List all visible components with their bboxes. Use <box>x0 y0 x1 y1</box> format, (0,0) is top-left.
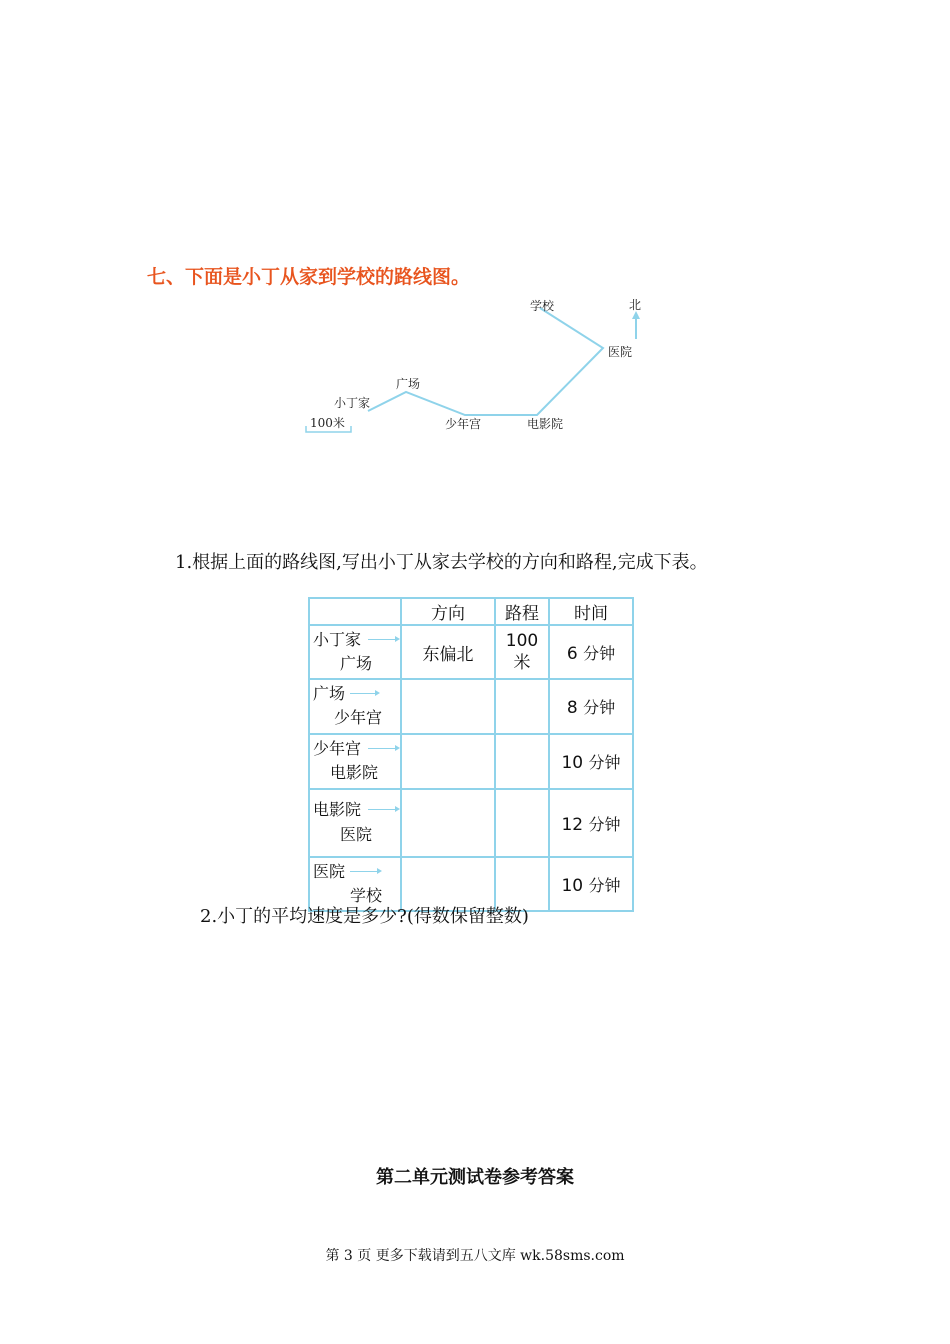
question-2: 2.小丁的平均速度是多少?(得数保留整数) <box>200 906 529 927</box>
time-unit: 分钟 <box>588 814 621 834</box>
header-segment <box>309 598 401 625</box>
map-label-school: 学校 <box>530 299 555 313</box>
direction-cell[interactable] <box>401 734 495 789</box>
time-cell <box>549 625 633 679</box>
map-label-palace: 少年宫 <box>445 417 482 431</box>
map-label-north: 北 <box>629 298 642 312</box>
page-footer: 第 3 页 更多下载请到五八文库 wk.58sms.com <box>325 1248 625 1264</box>
time-number: 10 <box>561 753 584 773</box>
distance-unit: 米 <box>513 653 531 673</box>
map-label-home: 小丁家 <box>334 396 371 410</box>
segment-to: 医院 <box>340 825 373 844</box>
segment-from: 小丁家 <box>313 630 362 649</box>
time-unit: 分钟 <box>588 875 621 895</box>
arrow-icon <box>368 809 398 810</box>
route-table <box>308 597 634 912</box>
direction-cell[interactable] <box>401 679 495 734</box>
segment-to: 电影院 <box>330 763 379 782</box>
arrow-icon <box>368 639 398 640</box>
table-row <box>309 789 633 857</box>
answer-title: 第二单元测试卷参考答案 <box>376 1167 574 1188</box>
time-number: 10 <box>561 875 584 896</box>
table-row <box>309 734 633 789</box>
time-number: 8 <box>566 698 578 718</box>
arrow-icon <box>350 871 380 872</box>
map-scale-label: 100米 <box>310 416 345 430</box>
distance-cell[interactable] <box>495 789 549 857</box>
time-cell <box>549 679 633 734</box>
table-row <box>309 679 633 734</box>
section-title: 七、下面是小丁从家到学校的路线图。 <box>147 266 471 288</box>
distance-cell[interactable] <box>495 625 549 679</box>
route-map <box>300 288 660 443</box>
segment-cell <box>309 734 401 789</box>
time-unit: 分钟 <box>583 643 616 663</box>
direction-cell[interactable] <box>401 789 495 857</box>
time-number: 12 <box>561 814 584 835</box>
table-row <box>309 625 633 679</box>
table-header-row <box>309 598 633 625</box>
segment-cell <box>309 789 401 857</box>
distance-cell[interactable] <box>495 679 549 734</box>
segment-to: 学校 <box>350 886 383 905</box>
segment-to: 少年宫 <box>334 708 383 727</box>
question-1: 1.根据上面的路线图,写出小丁从家去学校的方向和路程,完成下表。 <box>175 552 708 573</box>
time-unit: 分钟 <box>583 698 616 717</box>
map-label-square: 广场 <box>396 377 421 391</box>
map-label-hospital: 医院 <box>608 345 633 359</box>
distance-number: 100 <box>505 631 539 651</box>
arrow-icon <box>368 748 398 749</box>
direction-cell[interactable]: 东偏北 <box>401 625 495 679</box>
time-unit: 分钟 <box>588 753 621 772</box>
time-cell <box>549 734 633 789</box>
time-cell <box>549 857 633 911</box>
header-distance: 路程 <box>495 598 549 625</box>
time-number: 6 <box>566 643 578 664</box>
segment-cell <box>309 625 401 679</box>
segment-from: 少年宫 <box>313 739 362 758</box>
time-cell <box>549 789 633 857</box>
segment-from: 广场 <box>313 684 346 703</box>
segment-cell <box>309 679 401 734</box>
header-time: 时间 <box>549 598 633 625</box>
segment-from: 电影院 <box>313 800 362 819</box>
route-line <box>368 308 603 415</box>
north-arrow-icon <box>632 311 640 319</box>
segment-from-text: 医院 <box>313 862 346 881</box>
header-direction: 方向 <box>401 598 495 625</box>
map-label-cinema: 电影院 <box>527 417 564 431</box>
distance-cell[interactable] <box>495 734 549 789</box>
segment-to: 广场 <box>340 654 373 673</box>
arrow-icon <box>350 693 378 694</box>
